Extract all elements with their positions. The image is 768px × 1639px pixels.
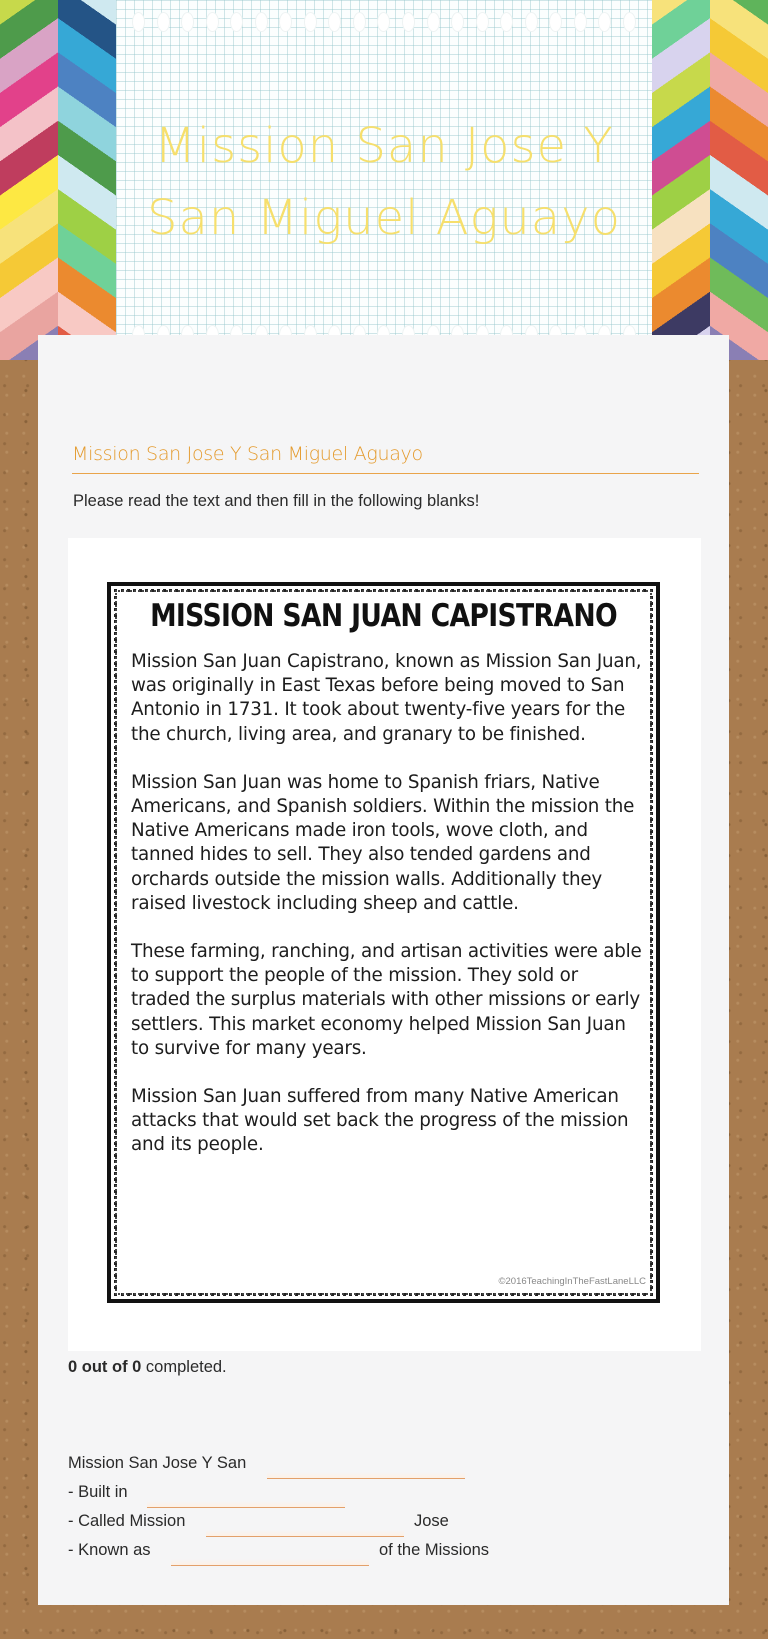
passage-paragraph: Mission San Juan suffered from many Native American attacks that would set back the progress of the mission and its people. (131, 1086, 629, 1156)
notebook-hole (230, 12, 243, 32)
progress-status (68, 1358, 227, 1377)
notebook-hole (402, 12, 415, 32)
passage-paragraph: Mission San Juan was home to Spanish friars, Native Americans, and Spanish soldiers. Within the mission the Native Americans made iron tools, wove cloth, and tanned hides to sell. They also tended gardens and orchards outside the mission walls. Additionally they raised livestock including sheep and cattle. (131, 771, 635, 914)
graph-paper-background (116, 0, 652, 360)
progress-count: 0 out of 0 (68, 1358, 142, 1376)
blank-input-year[interactable] (147, 1483, 345, 1508)
fill-label: - Called Mission (68, 1512, 186, 1530)
fill-line-built (68, 1479, 688, 1508)
blank-input-name[interactable] (267, 1454, 465, 1479)
notebook-hole (476, 12, 489, 32)
passage-title: MISSION SAN JUAN CAPISTRANO (150, 598, 617, 634)
fill-in-blanks (68, 1450, 688, 1566)
fill-suffix: of the Missions (379, 1541, 490, 1559)
notebook-hole (549, 12, 562, 32)
notebook-hole (500, 12, 513, 32)
notebook-hole (525, 12, 538, 32)
fill-label: - Known as (68, 1541, 151, 1559)
hero-title: Mission San Jose Y San Miguel Aguayo (147, 118, 621, 246)
notebook-hole (574, 12, 587, 32)
fill-line-name (68, 1450, 688, 1479)
notebook-hole (353, 12, 366, 32)
notebook-hole (328, 12, 341, 32)
copyright-text: ©2016TeachingInTheFastLaneLLC (498, 1276, 646, 1287)
instructions-text: Please read the text and then fill in the following blanks! (73, 492, 480, 510)
blank-input-known-as[interactable] (171, 1541, 369, 1566)
fill-line-known (68, 1537, 688, 1566)
notebook-hole (598, 12, 611, 32)
passage-paragraph: Mission San Juan Capistrano, known as Mission San Juan, was originally in East Texas before being moved to San Antonio in 1731. It took about twenty-five years for the the church, living area, and granary to be finished. (131, 651, 642, 745)
notebook-hole (206, 12, 219, 32)
passage-paragraph: These farming, ranching, and artisan activities were able to support the people of the mission. They sold or traded the surplus materials with other missions or early settlers. This market economy helped Mission San Juan to survive for many years. (131, 941, 642, 1059)
section-title: Mission San Jose Y San Miguel Aguayo (72, 443, 699, 474)
notebook-hole (181, 12, 194, 32)
fill-label: Mission San Jose Y San (68, 1454, 247, 1472)
header-banner (0, 0, 768, 360)
fill-line-called (68, 1508, 688, 1537)
notebook-hole (377, 12, 390, 32)
notebook-hole (623, 12, 636, 32)
notebook-hole (304, 12, 317, 32)
passage-frame (107, 582, 660, 1303)
chevron-pattern-left (0, 0, 58, 360)
notebook-hole (279, 12, 292, 32)
blank-input-called[interactable] (206, 1512, 404, 1537)
fill-label: - Built in (68, 1483, 128, 1501)
passage-image-panel (68, 538, 701, 1351)
notebook-hole (132, 12, 145, 32)
chevron-pattern-right-2 (710, 0, 768, 360)
passage-body (131, 650, 642, 1182)
notebook-hole (451, 12, 464, 32)
content-card (38, 335, 729, 1605)
fill-suffix: Jose (414, 1512, 449, 1530)
chevron-pattern-left-2 (58, 0, 116, 360)
chevron-pattern-right (652, 0, 710, 360)
notebook-hole (255, 12, 268, 32)
progress-label: completed. (141, 1358, 227, 1376)
notebook-hole (157, 12, 170, 32)
notebook-holes-top (132, 12, 636, 32)
notebook-hole (427, 12, 440, 32)
